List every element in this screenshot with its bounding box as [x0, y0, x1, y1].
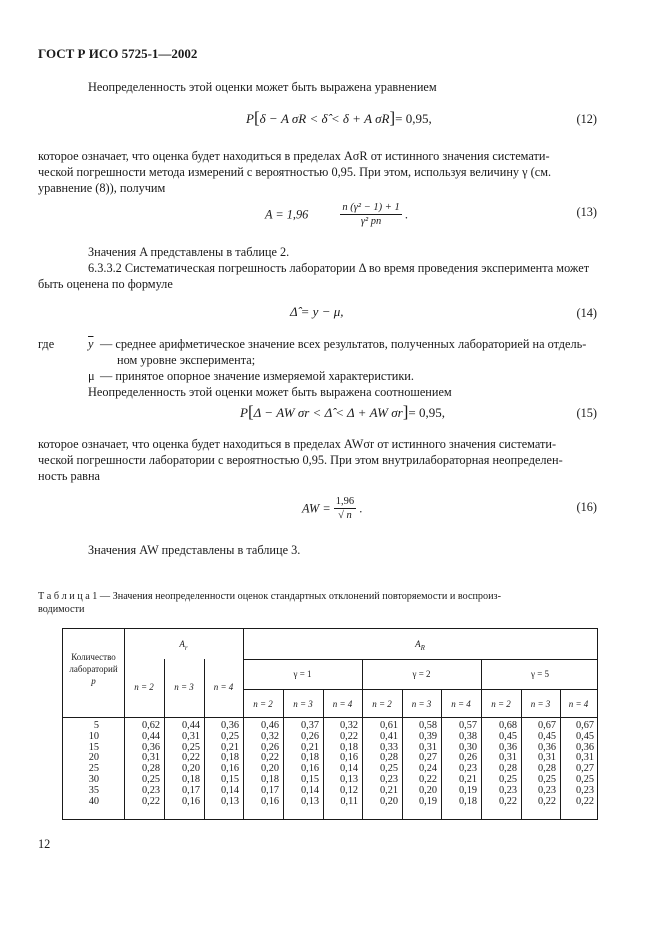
table-cell: 0,18	[181, 773, 200, 785]
table-cell: 0,33	[379, 741, 398, 753]
table-cell: 0,44	[141, 730, 160, 742]
table-cell: 0,21	[379, 784, 398, 796]
eq16-lhs: AW =	[302, 501, 331, 516]
header-gamma1: γ = 1	[293, 669, 312, 679]
table-cell: 0,21	[220, 741, 239, 753]
table-cell: 0,28	[537, 763, 556, 775]
table-cell: 0,22	[418, 773, 437, 785]
table-cell: 0,23	[537, 784, 556, 796]
table-cell: 0,16	[300, 763, 319, 775]
header-n3: n = 3	[411, 699, 432, 709]
eq16-denominator: √ n	[338, 510, 352, 521]
col-g5-n2	[481, 721, 517, 807]
table-cell: 0,20	[181, 763, 200, 775]
col-g1-n3	[283, 721, 319, 807]
table-cell: 0,23	[458, 763, 477, 775]
table-cell: 0,22	[537, 795, 556, 807]
table-cell: 0,45	[575, 730, 594, 742]
where-symbol-y: $\overline{y}$	[88, 337, 94, 351]
paragraph-2	[38, 148, 598, 196]
equation-14: Δ̂ = y − μ,	[290, 304, 344, 319]
table-cell: 0,21	[300, 741, 319, 753]
uncertainty-table	[62, 628, 598, 820]
table-cell: 0,28	[498, 763, 517, 775]
table-cell: 20	[88, 752, 99, 764]
table-cell: 0,13	[220, 795, 239, 807]
header-n4: n = 4	[568, 699, 589, 709]
table-cell: 0,16	[181, 795, 200, 807]
paragraph-7: Значения AW представлены в таблице 3.	[88, 543, 301, 557]
table-cell: 0,22	[181, 752, 200, 764]
eq13-numerator: n (γ² − 1) + 1	[342, 202, 400, 213]
paragraph-6-line: которое означает, что оценка будет находиться в пределах AWσr от истинного значения системати-	[38, 437, 557, 451]
table-cell: 0,22	[141, 795, 160, 807]
where-definition-y-line2: ном уровне эксперимента;	[117, 353, 256, 367]
table-cell: 0,20	[418, 784, 437, 796]
header-n3: n = 3	[174, 682, 194, 692]
table-cell: 0,17	[260, 784, 279, 796]
table-cell: 30	[88, 773, 99, 785]
table-cell: 0,32	[339, 720, 358, 731]
page-number: 12	[38, 837, 51, 851]
table-cell: 25	[88, 763, 99, 775]
equation-number-12: (12)	[576, 112, 597, 126]
table-cell: 0,22	[498, 795, 517, 807]
table-cell: 0,25	[141, 773, 160, 785]
where-definition-mu: — принятое опорное значение измеряемой характеристики.	[100, 369, 414, 383]
eq13-fraction	[340, 201, 401, 228]
equation-number-16: (16)	[576, 500, 597, 514]
table-cell: 0,23	[141, 784, 160, 796]
table-caption-line: водимости	[38, 604, 85, 615]
paragraph-4-line1: 6.3.3.2 Систематическая погрешность лаборатории Δ во время проведения эксперимента может	[88, 261, 590, 275]
table-cell: 0,22	[339, 730, 358, 742]
table-cell: 0,19	[458, 784, 477, 796]
table-cell: 0,18	[458, 795, 477, 807]
header-n2: n = 2	[372, 699, 392, 709]
paragraph-6-line: ность равна	[38, 469, 101, 483]
table-cell: 0,18	[220, 752, 239, 764]
table-cell: 0,36	[537, 741, 556, 753]
col-g5-n4	[560, 721, 594, 807]
eq15-lhs: P	[240, 405, 248, 420]
table-cell: 0,25	[498, 773, 517, 785]
table-cell: 0,14	[220, 784, 239, 796]
table-cell: 0,46	[260, 720, 279, 731]
paragraph-6-line: ческой погрешности лаборатории с вероятностью 0,95. При этом внутрилабораторная неопределен-	[38, 453, 563, 467]
col-g5-n3	[521, 721, 556, 807]
table-cell: 0,68	[498, 720, 517, 731]
table-cell: 0,14	[339, 763, 358, 775]
table-cell: 0,18	[300, 752, 319, 764]
table-cell: 0,17	[181, 784, 200, 796]
table-row-divider	[243, 689, 597, 690]
table-cell: 0,26	[300, 730, 319, 742]
col-g2-n2	[362, 721, 398, 807]
table-cell: 40	[88, 795, 99, 807]
table-cell: 0,16	[220, 763, 239, 775]
eq15-rhs: = 0,95,	[408, 405, 445, 420]
header-n4: n = 4	[213, 682, 234, 692]
table-cell: 0,41	[379, 730, 398, 742]
table-cell: 0,13	[339, 773, 358, 785]
eq12-lhs: P	[246, 111, 254, 126]
table-cell: 10	[88, 730, 99, 742]
eq12-body: δ − A σR < δ̂ < δ + A σR	[259, 111, 390, 126]
paragraph-5: Неопределенность этой оценки может быть выражена соотношением	[88, 385, 452, 399]
table-cell: 0,31	[575, 752, 594, 764]
table-cell: 0,30	[458, 741, 477, 753]
table-caption	[38, 590, 610, 616]
col-g1-n2	[243, 721, 279, 807]
table-cell: 0,21	[458, 773, 477, 785]
table-cell: 0,67	[575, 720, 594, 731]
table-cell: 0,44	[181, 720, 200, 731]
header-n2: n = 2	[253, 699, 273, 709]
col-g2-n4	[441, 721, 477, 807]
table-cell: 0,23	[575, 784, 594, 796]
table-cell: 0,61	[379, 720, 398, 731]
col-ar-n3	[164, 721, 200, 807]
where-label: где	[38, 337, 55, 351]
paragraph-2-line: ческой погрешности метода измерений с вероятностью 0,95. При этом, используя величину γ (см.	[38, 165, 552, 179]
header-n3: n = 3	[293, 699, 313, 709]
table-cell: 0,31	[537, 752, 556, 764]
table-cell: 0,31	[181, 730, 200, 742]
table-row-divider	[243, 659, 597, 660]
table-cell: 0,58	[418, 720, 437, 731]
table-cell: 0,25	[181, 741, 200, 753]
col-ar-n2	[124, 721, 160, 807]
table-cell: 5	[93, 720, 99, 731]
header-n2: n = 2	[491, 699, 511, 709]
header-gamma5: γ = 5	[530, 669, 550, 679]
table-cell: 0,12	[339, 784, 358, 796]
table-cell: 0,26	[260, 741, 279, 753]
table-cell: 0,22	[575, 795, 594, 807]
table-cell: 0,16	[339, 752, 358, 764]
table-cell: 0,31	[418, 741, 437, 753]
equation-15: P[Δ − AW σr < Δ̂ < Δ + AW σr]= 0,95,	[240, 402, 445, 421]
table-cell: 0,15	[300, 773, 319, 785]
table-cell: 0,20	[379, 795, 398, 807]
table-cell: 0,18	[260, 773, 279, 785]
paragraph-intro: Неопределенность этой оценки может быть выражена уравнением	[88, 80, 437, 94]
table-cell: 0,39	[418, 730, 437, 742]
table-cell: 0,36	[220, 720, 239, 731]
table-cell: 0,23	[379, 773, 398, 785]
table-cell: 0,36	[498, 741, 517, 753]
table-cell: 0,37	[300, 720, 319, 731]
table-cell: 0,31	[141, 752, 160, 764]
col-p	[63, 721, 99, 807]
table-cell: 0,45	[498, 730, 517, 742]
table-cell: 0,27	[418, 752, 437, 764]
eq16-fraction	[334, 495, 356, 522]
table-cell: 0,25	[379, 763, 398, 775]
table-cell: 0,16	[260, 795, 279, 807]
header-n2: n = 2	[134, 682, 154, 692]
paragraph-2-line: уравнение (8)), получим	[38, 181, 166, 195]
table-cell: 0,67	[537, 720, 556, 731]
table-cell: 0,27	[575, 763, 594, 775]
header-n4: n = 4	[451, 699, 471, 709]
header-AR: $A_R$	[415, 639, 425, 652]
table-cell: 0,13	[300, 795, 319, 807]
table-cell: 0,28	[379, 752, 398, 764]
table-caption-line: Т а б л и ц а 1 — Значения неопределенности оценок стандартных отклонений повторяемости и воспроиз-	[38, 591, 501, 602]
header-Ar: $A_r$	[179, 639, 188, 652]
table-cell: 0,23	[498, 784, 517, 796]
where-definition-y-line1: — среднее арифметическое значение всех результатов, полученных лабораторией на отдель-	[100, 337, 587, 351]
col-g2-n3	[402, 721, 437, 807]
table-cell: 0,36	[141, 741, 160, 753]
table-cell: 0,32	[260, 730, 279, 742]
table-cell: 0,25	[220, 730, 239, 742]
eq13-tail: .	[404, 207, 408, 222]
eq16-numerator: 1,96	[335, 496, 355, 507]
table-cell: 0,19	[418, 795, 437, 807]
equation-number-13: (13)	[576, 205, 597, 219]
table-cell: 0,11	[340, 795, 358, 807]
table-cell: 0,18	[339, 741, 358, 753]
equation-16	[302, 495, 362, 522]
table-cell: 0,25	[537, 773, 556, 785]
table-cell: 0,26	[458, 752, 477, 764]
where-symbol-mu: μ	[88, 369, 95, 383]
table-cell: 0,31	[498, 752, 517, 764]
table-cell: 0,22	[260, 752, 279, 764]
equation-12: P[δ − A σR < δ̂ < δ + A σR]= 0,95,	[246, 108, 432, 127]
table-header-bottom	[63, 717, 597, 718]
equation-number-15: (15)	[576, 406, 597, 420]
table-cell: 0,20	[260, 763, 279, 775]
eq13-lhs: A = 1,96	[265, 207, 309, 222]
table-cell: 0,15	[220, 773, 239, 785]
table-cell: 0,24	[418, 763, 437, 775]
col-g1-n4	[323, 721, 358, 807]
eq15-body: Δ − AW σr < Δ̂ < Δ + AW σr	[253, 405, 403, 420]
table-cell: 0,28	[141, 763, 160, 775]
table-cell: 0,36	[575, 741, 594, 753]
header-lab-count: Количество лабораторий p	[69, 652, 118, 686]
table-cell: 0,25	[575, 773, 594, 785]
eq12-rhs: = 0,95,	[395, 111, 432, 126]
eq13-denominator: γ² pn	[360, 216, 382, 227]
table-cell: 0,45	[537, 730, 556, 742]
header-n3: n = 3	[530, 699, 551, 709]
paragraph-3: Значения A представлены в таблице 2.	[88, 245, 290, 259]
equation-13	[265, 201, 408, 228]
paragraph-4-line2: быть оценена по формуле	[38, 277, 173, 291]
col-ar-n4	[204, 721, 239, 807]
header-gamma2: γ = 2	[412, 669, 431, 679]
table-cell: 0,14	[300, 784, 319, 796]
paragraph-6	[38, 436, 598, 484]
table-cell: 15	[88, 741, 99, 753]
header-n4: n = 4	[332, 699, 353, 709]
table-cell: 0,57	[458, 720, 477, 731]
paragraph-2-line: которое означает, что оценка будет находиться в пределах AσR от истинного значения системати-	[38, 149, 550, 163]
table-cell: 0,62	[141, 720, 160, 731]
eq16-tail: .	[359, 501, 363, 516]
document-header: ГОСТ Р ИСО 5725-1—2002	[38, 46, 198, 61]
table-cell: 35	[88, 784, 99, 796]
table-cell: 0,38	[458, 730, 477, 742]
equation-number-14: (14)	[576, 306, 597, 320]
